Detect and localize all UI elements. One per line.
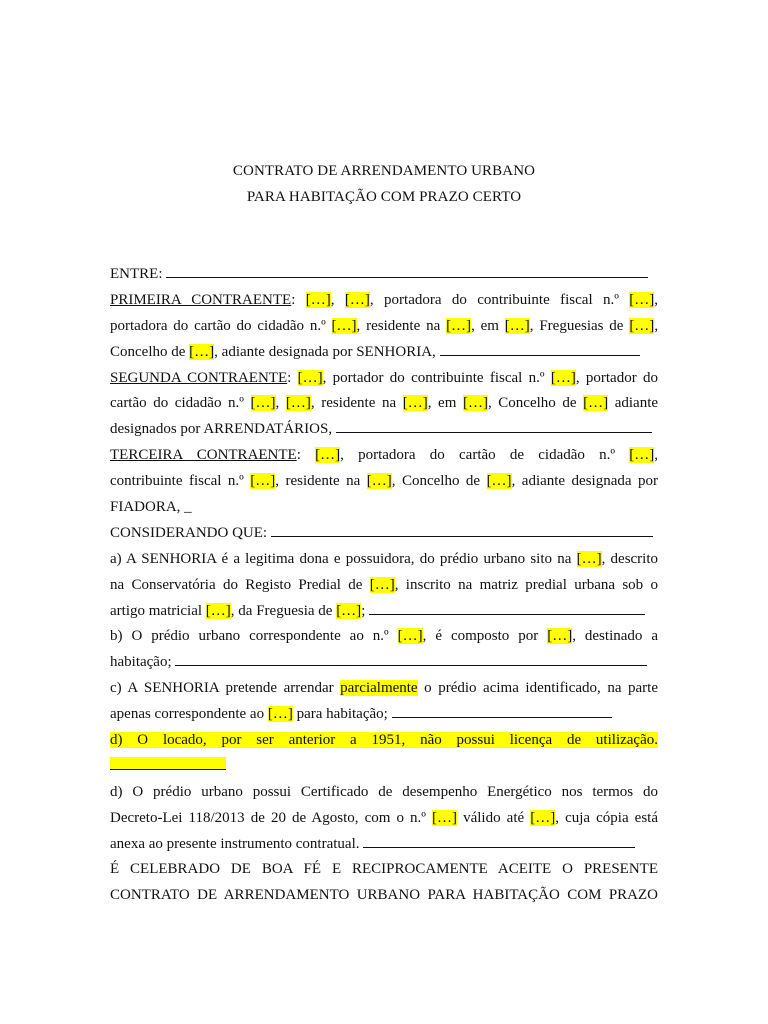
placeholder-field: […] bbox=[336, 602, 362, 619]
clause-d2-line-2: Decreto-Lei 118/2013 de 20 de Agosto, com o n.º […] válido até […], cuja cópia está bbox=[110, 809, 658, 826]
placeholder-field: […] bbox=[583, 395, 609, 412]
blank-fill bbox=[440, 343, 640, 356]
blank-fill bbox=[392, 705, 612, 718]
placeholder-field: […] bbox=[530, 809, 556, 826]
terceira-line-3: FIADORA, _ bbox=[110, 499, 192, 516]
placeholder-field: […] bbox=[331, 317, 357, 334]
considerando-label: CONSIDERANDO QUE: bbox=[110, 524, 268, 541]
placeholder-field: […] bbox=[344, 291, 370, 308]
entre-label: ENTRE: bbox=[110, 266, 163, 282]
clause-b-line-2: habitação; bbox=[110, 650, 658, 676]
placeholder-field: […] bbox=[576, 550, 602, 567]
placeholder-field: […] bbox=[547, 628, 573, 645]
clause-a-line-1: a) A SENHORIA é a legitima dona e possuidora, do prédio urbano sito na […], descrito bbox=[110, 550, 658, 567]
blank-fill bbox=[369, 602, 645, 615]
primeira-line-3: Concelho de […], adiante designada por SENHORIA, bbox=[110, 340, 658, 366]
placeholder-field: […] bbox=[315, 447, 341, 464]
clause-b-line-1: b) O prédio urbano correspondente ao n.º […], é composto por […], destinado a bbox=[110, 628, 658, 645]
primeira-line-2: portadora do cartão do cidadão n.º […], residente na […], em […], Freguesias de […], bbox=[110, 317, 658, 334]
placeholder-field: […] bbox=[285, 395, 311, 412]
blank-fill bbox=[271, 524, 653, 537]
placeholder-field: […] bbox=[189, 343, 215, 360]
blank-fill bbox=[336, 420, 652, 433]
placeholder-field: […] bbox=[629, 447, 655, 464]
clause-d2-line-3: anexa ao presente instrumento contratual. bbox=[110, 832, 658, 858]
placeholder-field: […] bbox=[305, 291, 331, 308]
placeholder-field: […] bbox=[486, 473, 512, 490]
placeholder-field: […] bbox=[462, 395, 488, 412]
placeholder-field: […] bbox=[550, 369, 576, 386]
placeholder-field: […] bbox=[250, 395, 276, 412]
blank-fill bbox=[166, 265, 648, 278]
placeholder-field: […] bbox=[205, 602, 231, 619]
placeholder-field: […] bbox=[504, 317, 530, 334]
blank-fill bbox=[363, 835, 635, 848]
segunda-line-2: cartão do cidadão n.º […], […], residente na […], em […], Concelho de […] adiante bbox=[110, 395, 658, 412]
placeholder-field: […] bbox=[629, 317, 655, 334]
clause-d2-line-1: d) O prédio urbano possui Certificado de desempenho Energético nos termos do bbox=[110, 783, 658, 800]
placeholder-field: […] bbox=[397, 628, 423, 645]
placeholder-field: […] bbox=[432, 809, 458, 826]
contract-body bbox=[110, 262, 658, 909]
clause-c-line-2: apenas correspondente ao […] para habitação; bbox=[110, 702, 658, 728]
closing-line-1: É CELEBRADO DE BOA FÉ E RECIPROCAMENTE ACEITE O PRESENTE bbox=[110, 861, 658, 878]
placeholder-field: […] bbox=[267, 706, 293, 723]
segunda-label: SEGUNDA CONTRAENTE bbox=[110, 369, 288, 386]
terceira-line-1: TERCEIRA CONTRAENTE: […], portadora do cartão de cidadão n.º […], bbox=[110, 447, 658, 464]
highlighted-clause: d) O locado, por ser anterior a 1951, não possui licença de utilização. bbox=[110, 732, 658, 749]
closing-line-2: CONTRATO DE ARRENDAMENTO URBANO PARA HABITAÇÃO COM PRAZO bbox=[110, 887, 658, 904]
placeholder-field: […] bbox=[366, 473, 392, 490]
entre-line bbox=[110, 262, 658, 288]
primeira-line-1: PRIMEIRA CONTRAENTE: […], […], portadora do contribuinte fiscal n.º […], bbox=[110, 291, 658, 308]
placeholder-field: […] bbox=[446, 317, 472, 334]
blank-fill bbox=[175, 653, 647, 666]
clause-a-line-3: artigo matricial […], da Freguesia de […]; bbox=[110, 599, 658, 625]
contract-title-line-2: PARA HABITAÇÃO COM PRAZO CERTO bbox=[246, 189, 522, 205]
highlighted-blank bbox=[110, 757, 226, 770]
placeholder-field: […] bbox=[369, 576, 395, 593]
placeholder-field: […] bbox=[250, 473, 276, 490]
highlighted-word: parcialmente bbox=[340, 680, 418, 697]
terceira-label: TERCEIRA CONTRAENTE bbox=[110, 447, 297, 464]
contract-title-line-1: CONTRATO DE ARRENDAMENTO URBANO bbox=[232, 163, 536, 179]
segunda-line-3: designados por ARRENDATÁRIOS, bbox=[110, 417, 658, 443]
clause-c-line-1: c) A SENHORIA pretende arrendar parcialmente o prédio acima identificado, na parte bbox=[110, 680, 658, 697]
clause-a-line-2: na Conservatória do Registo Predial de […], inscrito na matriz predial urbana sob o bbox=[110, 576, 658, 593]
terceira-line-2: contribuinte fiscal n.º […], residente na […], Concelho de […], adiante designada por bbox=[110, 473, 658, 490]
clause-d1-line-2 bbox=[110, 754, 658, 780]
segunda-line-1: SEGUNDA CONTRAENTE: […], portador do contribuinte fiscal n.º […], portador do bbox=[110, 369, 658, 386]
placeholder-field: […] bbox=[297, 369, 323, 386]
clause-d1-line-1 bbox=[110, 728, 658, 754]
considerando-line bbox=[110, 521, 658, 547]
placeholder-field: […] bbox=[402, 395, 428, 412]
placeholder-field: […] bbox=[629, 291, 655, 308]
primeira-label: PRIMEIRA CONTRAENTE bbox=[110, 291, 292, 308]
